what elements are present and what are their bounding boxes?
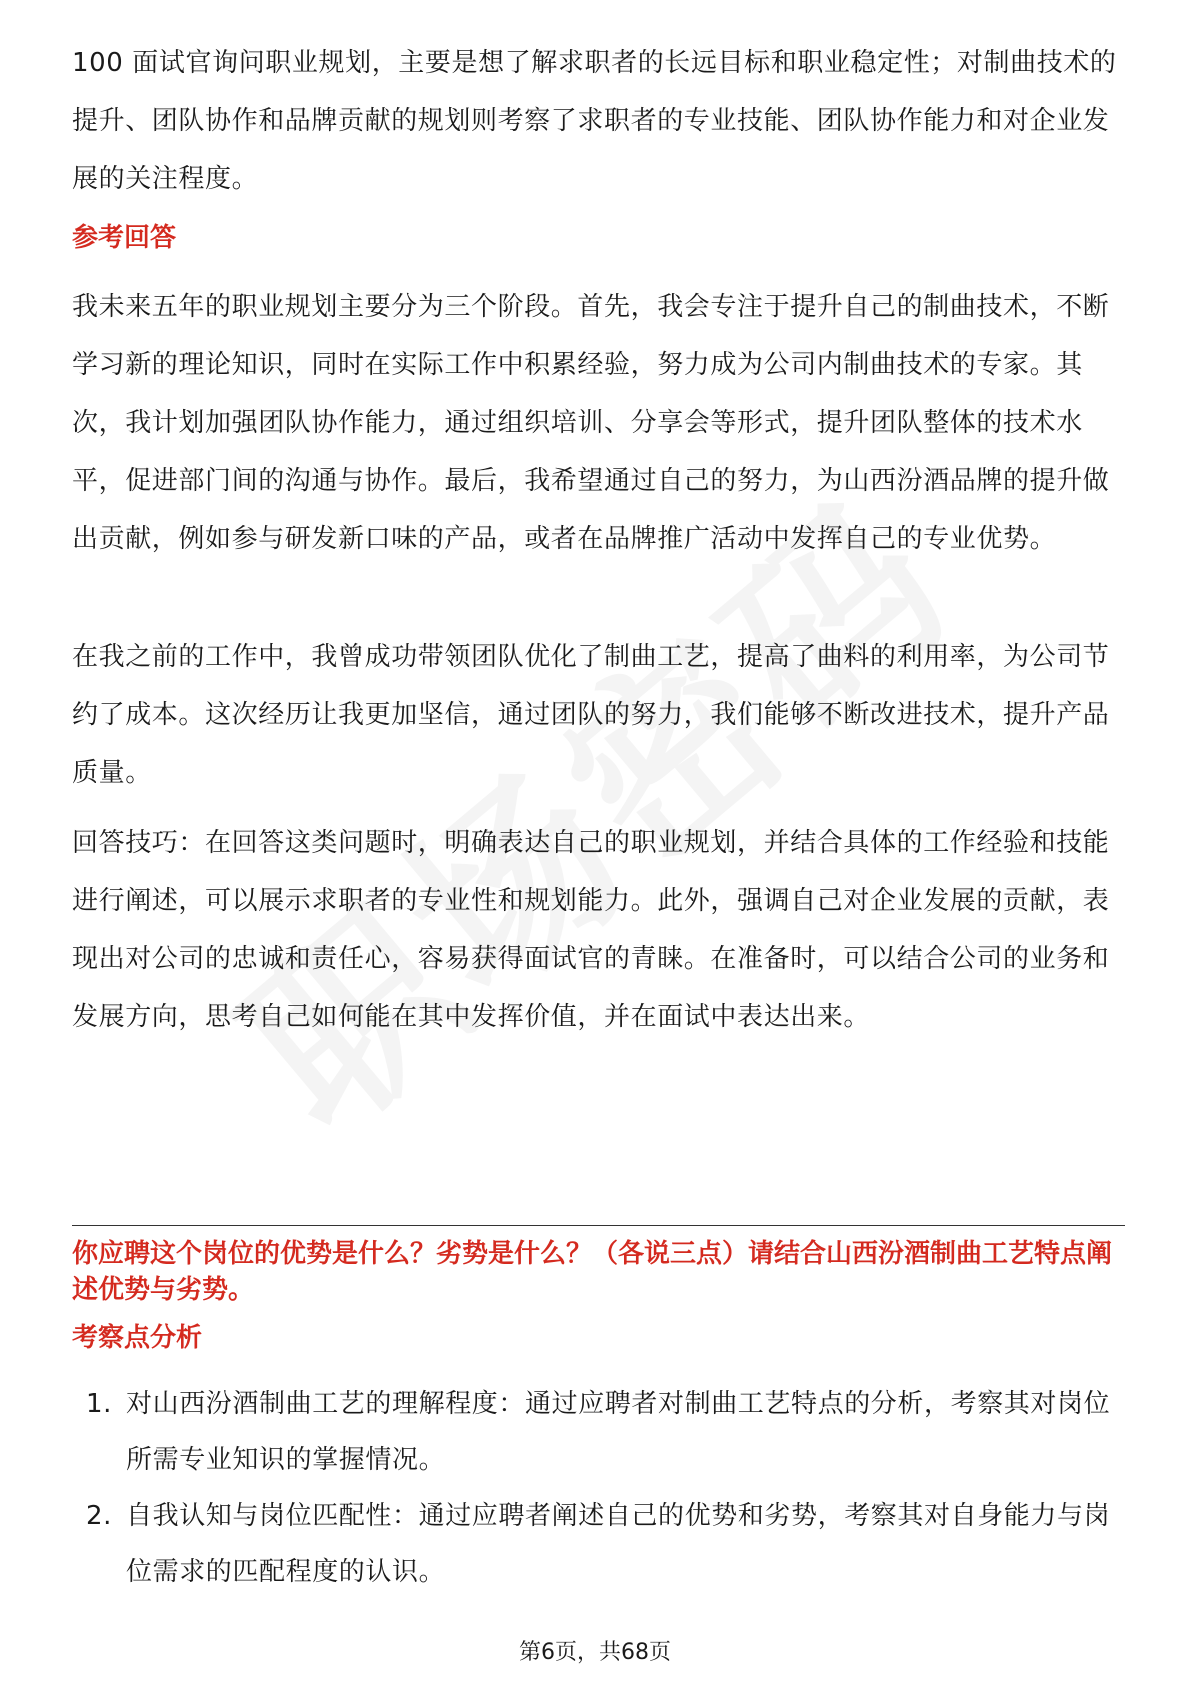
answer-tips-paragraph: 回答技巧：在回答这类问题时，明确表达自己的职业规划，并结合具体的工作经验和技能进行阐述，可以展示求职者的专业性和规划能力。此外，强调自己对企业发展的贡献，表现出对公司的忠诚和责任心，容易获得面试官的青睐。在准备时，可以结合公司的业务和发展方向，思考自己如何能在其中发挥价值，并在面试中表达出来。 — [72, 828, 1110, 1032]
list-item-number: 2. — [86, 1501, 113, 1531]
list-item-text: 对山西汾酒制曲工艺的理解程度：通过应聘者对制曲工艺特点的分析，考察其对岗位所需专业知识的掌握情况。 — [126, 1389, 1111, 1475]
analysis-points-list — [72, 1376, 1122, 1600]
question-title: 你应聘这个岗位的优势是什么？劣势是什么？（各说三点）请结合山西汾酒制曲工艺特点阐述优势与劣势。 — [72, 1239, 1113, 1305]
list-item — [72, 1376, 1122, 1488]
answer-paragraph-1: 我未来五年的职业规划主要分为三个阶段。首先，我会专注于提升自己的制曲技术，不断学习新的理论知识，同时在实际工作中积累经验，努力成为公司内制曲技术的专家。其次，我计划加强团队协作能力，通过组织培训、分享会等形式，提升团队整体的技术水平，促进部门间的沟通与协作。最后，我希望通过自己的努力，为山西汾酒品牌的提升做出贡献，例如参与研发新口味的产品，或者在品牌推广活动中发挥自己的专业优势。 — [72, 292, 1110, 554]
page-number: 第6页，共68页 — [519, 1640, 671, 1665]
list-item-text: 自我认知与岗位匹配性：通过应聘者阐述自己的优势和劣势，考察其对自身能力与岗位需求的匹配程度的认识。 — [126, 1501, 1111, 1587]
section-divider — [72, 1225, 1125, 1226]
list-item-number: 1. — [86, 1389, 113, 1419]
list-item — [72, 1488, 1122, 1600]
reference-answer-heading: 参考回答 — [72, 223, 177, 253]
intro-paragraph: 100 面试官询问职业规划，主要是想了解求职者的长远目标和职业稳定性；对制曲技术的提升、团队协作和品牌贡献的规划则考察了求职者的专业技能、团队协作能力和对企业发展的关注程度。 — [72, 48, 1117, 194]
answer-paragraph-2: 在我之前的工作中，我曾成功带领团队优化了制曲工艺，提高了曲料的利用率，为公司节约了成本。这次经历让我更加坚信，通过团队的努力，我们能够不断改进技术，提升产品质量。 — [72, 642, 1110, 788]
analysis-heading: 考察点分析 — [72, 1323, 203, 1353]
